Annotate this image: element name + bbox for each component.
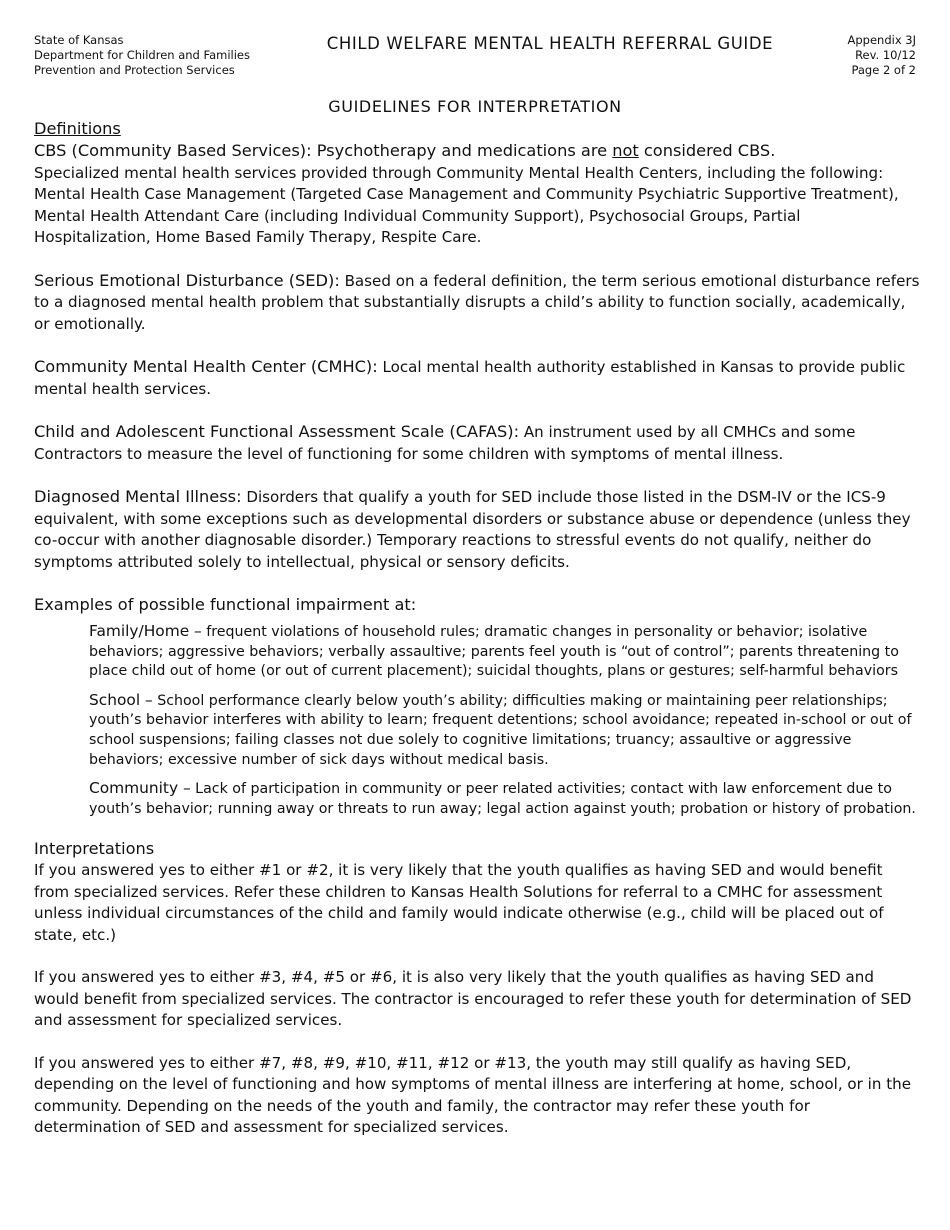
agency-state: State of Kansas: [34, 33, 124, 47]
page-number: Page 2 of 2: [851, 63, 916, 77]
examples-heading: Examples of possible functional impairment at:: [34, 595, 417, 614]
document-body: [34, 118, 920, 1139]
agency-department: Department for Children and Families: [34, 48, 250, 62]
example-term: Family/Home –: [89, 622, 202, 640]
definition-cbs-text: Specialized mental health services provided through Community Mental Health Centers, including the following: Mental Health Case Management (Targeted Case Management and Community Psychiatric Supportive Treatment), Mental Health Attendant Care (including Individual Community Support), Psychosocial Groups, Partial Hospitalization, Home Based Family Therapy, Respite Care.: [34, 163, 899, 246]
example-term: Community –: [89, 779, 191, 798]
definition-cafas: [34, 421, 920, 465]
interpretation-paragraph-3: If you answered yes to either #7, #8, #9, #10, #11, #12 or #13, the youth may still qualify as having SED, depending on the level of functioning and how symptoms of mental illness are interfering at home, school, or in the community. Depending on the needs of the youth and family, the contractor may refer these youth for determination of SED and assessment for specialized services.: [34, 1053, 911, 1137]
definition-dmi-text: Disorders that qualify a youth for SED include those listed in the DSM-IV or the ICS-9 equivalent, with some exceptions such as developmental disorders or substance abuse or dependence (unless they co-occur with another diagnosable disorder.) Temporary reactions to stressful events do not qualify, neither do symptoms attributed solely to intellectual, physical or sensory deficits.: [34, 488, 911, 571]
definition-cafas-text: An instrument used by all CMHCs and some Contractors to measure the level of functioning for some children with symptoms of mental illness.: [34, 423, 856, 463]
interpretation-paragraph-1: If you answered yes to either #1 or #2, it is very likely that the youth qualifies as having SED and would benefit from specialized services. Refer these children to Kansas Health Solutions for referral to a CMHC for assessment unless individual circumstances of the child and family would indicate otherwise (e.g., child will be placed out of state, etc.): [34, 861, 884, 944]
agency-division: Prevention and Protection Services: [34, 63, 235, 77]
example-term: School –: [89, 690, 153, 709]
example-text: School performance clearly below youth’s ability; difficulties making or maintaining peer relationships; youth’s behavior interferes with ability to learn; frequent detentions; school avoidance; repeated in-school or out of school suspensions; failing classes not due solely to cognitive limitations; truancy; assaultive or aggressive behaviors; excessive number of sick days without medical basis.: [89, 692, 912, 768]
examples-list: [89, 622, 920, 819]
interpretations-heading: Interpretations: [34, 839, 155, 859]
definition-cmhc-term: Community Mental Health Center (CMHC):: [34, 357, 378, 376]
definition-cmhc: [34, 356, 920, 400]
definitions-heading: Definitions: [34, 119, 121, 138]
definition-sed: [34, 270, 920, 336]
example-community: [89, 779, 920, 819]
example-school: [89, 691, 920, 770]
definition-sed-term: Serious Emotional Disturbance (SED):: [34, 270, 340, 290]
definition-cafas-term: Child and Adolescent Functional Assessment Scale (CAFAS):: [34, 422, 520, 441]
interpretation-paragraph-2: If you answered yes to either #3, #4, #5 or #6, it is also very likely that the youth qualifies as having SED and would benefit from specialized services. The contractor is encouraged to refer these youth for determination of SED and assessment for specialized services.: [34, 968, 912, 1030]
definition-dmi: [34, 486, 920, 573]
definition-dmi-term: Diagnosed Mental Illness:: [34, 487, 242, 506]
definition-sed-text: Based on a federal definition, the term serious emotional disturbance refers to a diagnosed mental health problem that substantially disrupts a child’s ability to function socially, academically, or emotionally.: [34, 271, 920, 333]
definition-cmhc-text: Local mental health authority established in Kansas to provide public mental health services.: [34, 358, 906, 398]
example-text: frequent violations of household rules; dramatic changes in personality or behavior; isolative behaviors; aggressive behaviors; verbally assaultive; parents feel youth is “out of control”; parents threatening to place child out of home (or out of current placement); suicidal thoughts, plans or gestures; self-harmful behaviors: [89, 624, 899, 680]
document-title: CHILD WELFARE MENTAL HEALTH REFERRAL GUIDE: [326, 34, 774, 53]
revision-label: Rev. 10/12: [855, 48, 916, 62]
definition-cbs: [34, 140, 920, 249]
example-family-home: [89, 622, 920, 682]
appendix-label: Appendix 3J: [847, 33, 916, 47]
document-meta: [848, 33, 917, 78]
not-emphasis: not: [612, 141, 639, 160]
section-title: GUIDELINES FOR INTERPRETATION: [328, 97, 622, 116]
agency-block: [34, 33, 250, 78]
example-text: Lack of participation in community or peer related activities; contact with law enforcement due to youth’s behavior; running away or threats to run away; legal action against youth; probation or history of probation.: [89, 781, 916, 817]
definition-cbs-term: CBS (Community Based Services): Psychotherapy and medications are not considered CBS.: [34, 141, 776, 160]
